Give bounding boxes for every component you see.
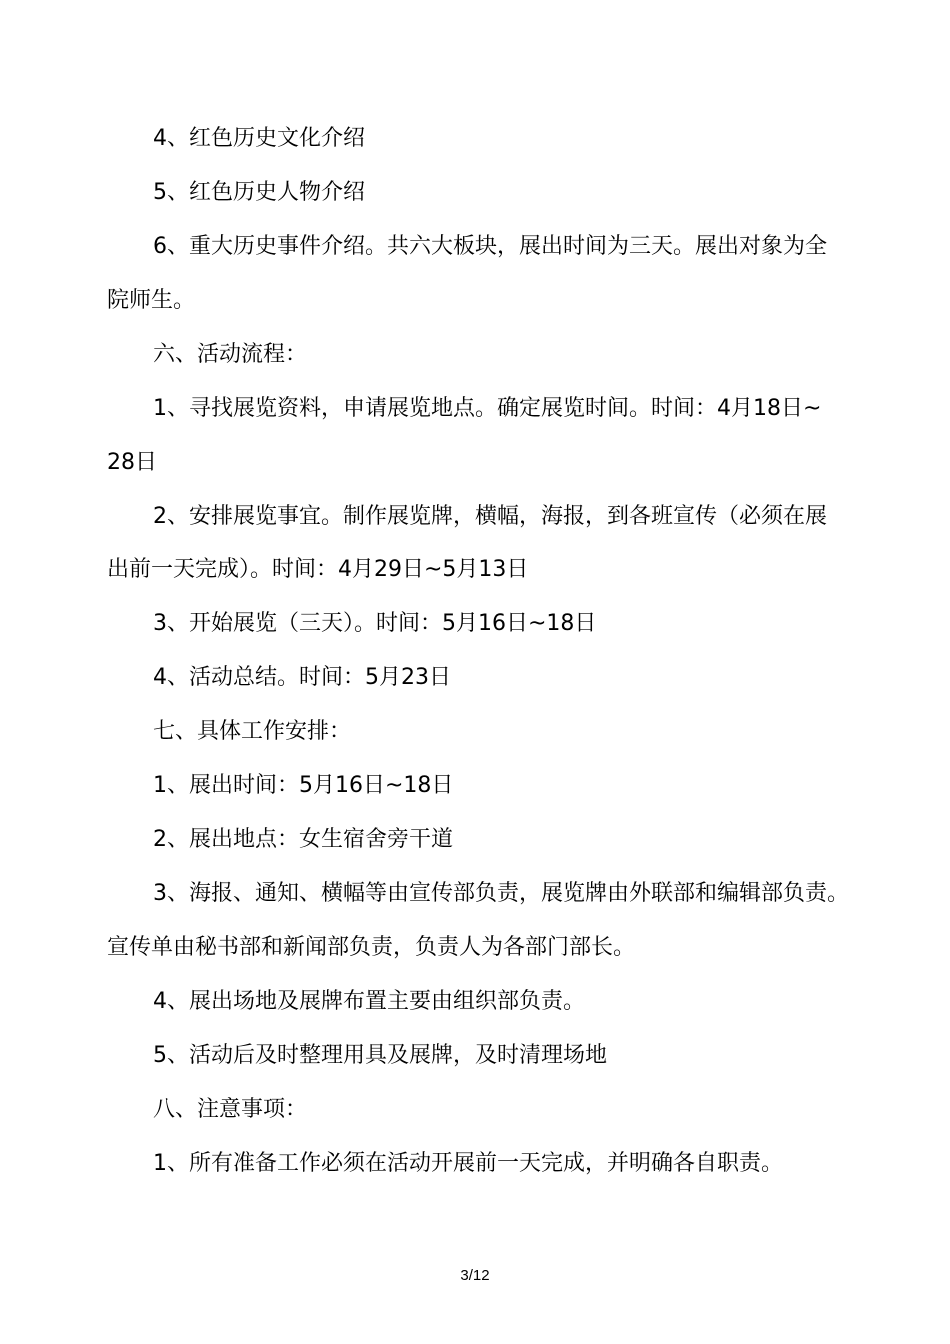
list-item: 1、寻找展览资料，申请展览地点。确定展览时间。时间：4月18日~ [153, 396, 822, 421]
section-heading: 七、具体工作安排： [153, 719, 352, 744]
list-item: 4、红色历史文化介绍 [153, 126, 365, 151]
list-item: 5、红色历史人物介绍 [153, 180, 365, 205]
list-item-continuation: 出前一天完成）。时间：4月29日~5月13日 [107, 557, 529, 582]
list-item: 1、所有准备工作必须在活动开展前一天完成，并明确各自职责。 [153, 1151, 783, 1176]
list-item: 3、开始展览（三天）。时间：5月16日~18日 [153, 611, 597, 636]
list-item: 3、海报、通知、横幅等由宣传部负责，展览牌由外联部和编辑部负责。 [153, 881, 849, 906]
section-heading: 六、活动流程： [153, 342, 308, 367]
list-item-continuation: 院师生。 [107, 288, 196, 313]
list-item: 6、重大历史事件介绍。共六大板块，展出时间为三天。展出对象为全 [153, 234, 827, 259]
list-item: 2、安排展览事宜。制作展览牌，横幅，海报，到各班宣传（必须在展 [153, 504, 827, 529]
list-item: 1、展出时间：5月16日~18日 [153, 773, 454, 798]
section-heading: 八、注意事项： [153, 1097, 308, 1122]
list-item-continuation: 宣传单由秘书部和新闻部负责，负责人为各部门部长。 [107, 935, 636, 960]
page-number: 3/12 [460, 1267, 490, 1284]
list-item: 2、展出地点：女生宿舍旁干道 [153, 827, 453, 852]
list-item: 5、活动后及时整理用具及展牌，及时清理场地 [153, 1043, 607, 1068]
list-item: 4、活动总结。时间：5月23日 [153, 665, 451, 690]
list-item-continuation: 28日 [107, 450, 157, 475]
list-item: 4、展出场地及展牌布置主要由组织部负责。 [153, 989, 585, 1014]
